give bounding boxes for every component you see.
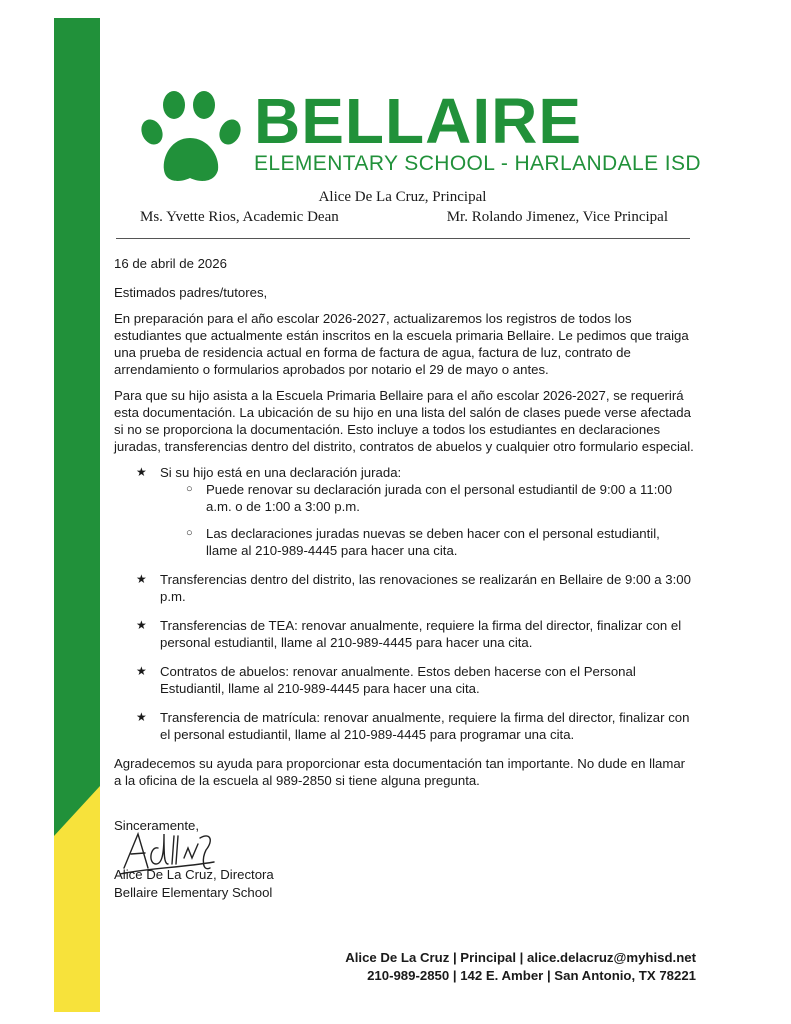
side-color-bar (54, 18, 100, 1012)
academic-dean-header: Ms. Yvette Rios, Academic Dean (140, 209, 339, 225)
requirements-list (114, 464, 694, 743)
footer-line-address: 210-989-2850 | 142 E. Amber | San Antonio, TX 78221 (367, 968, 696, 983)
letter-paragraph-2: Para que su hijo asista a la Escuela Primaria Bellaire para el año escolar 2026-2027, se requerirá esta documentación. La ubicación de su hijo en una lista del salón de clases puede verse afectada si no se proporciona la documentación. Esto incluye a todos los estudiantes en declaraciones juradas, transferencias dentro del distrito, contratos de abuelos y cualquier otro formulario especial. (114, 388, 694, 454)
letter-salutation: Estimados padres/tutores, (114, 285, 268, 300)
school-logo-title: BELLAIRE (254, 85, 582, 157)
list-item-tea-transfers: ★ Transferencias de TEA: renovar anualmente, requiere la firma del director, finalizar con el personal estudiantil, llame al 210-989-4445 para hacer una cita. (114, 617, 694, 651)
list-item-enrollment-transfer: ★ Transferencia de matrícula: renovar anualmente, requiere la firma del director, finalizar con el personal estudiantil, llame al 210-989-4445 para programar una cita. (114, 709, 694, 743)
letter-closing: Sinceramente, (114, 818, 200, 833)
school-logo-subtitle: ELEMENTARY SCHOOL - HARLANDALE ISD (254, 152, 701, 175)
list-item-district-transfers: ★ Transferencias dentro del distrito, las renovaciones se realizarán en Bellaire de 9:00 a 3:00 p.m. (114, 571, 694, 605)
letter-paragraph-3: Agradecemos su ayuda para proporcionar esta documentación tan importante. No dude en llamar a la oficina de la escuela al 989-2850 si tiene alguna pregunta. (114, 756, 686, 788)
list-item-grandparent-contracts: ★ Contratos de abuelos: renovar anualmente. Estos deben hacerse con el Personal Estudiantil, llame al 210-989-4445 para hacer una cita. (114, 663, 694, 697)
list-item-affidavit (114, 464, 694, 559)
letter-body (114, 255, 694, 843)
header-divider (116, 238, 690, 239)
vice-principal-header: Mr. Rolando Jimenez, Vice Principal (446, 209, 668, 225)
side-bar-yellow-band (54, 18, 100, 1012)
paw-print-icon (138, 88, 246, 188)
letter-paragraph-1: En preparación para el año escolar 2026-2027, actualizaremos los registros de todos los estudiantes que actualmente están inscritos en la escuela primaria Bellaire. Le pedimos que traiga una prueba de residencia actual en forma de factura de agua, factura de luz, contrato de arrendamiento o formularios aprobados por notario el 29 de mayo o antes. (114, 311, 689, 377)
affidavit-sublist (160, 481, 694, 559)
signature-name: Alice De La Cruz, Directora (114, 867, 274, 882)
list-item-text: ★ Si su hijo está en una declaración jurada: (160, 465, 402, 480)
signature-school: Bellaire Elementary School (114, 885, 273, 900)
contact-footer (345, 949, 696, 985)
sublist-item: ○ Las declaraciones juradas nuevas se deben hacer con el personal estudiantil, llame al 210-989-4445 para hacer una cita. (160, 525, 694, 559)
letter-date: 16 de abril de 2026 (114, 256, 227, 271)
footer-line-contact: Alice De La Cruz | Principal | alice.delacruz@myhisd.net (345, 950, 696, 965)
sublist-item: ○ Puede renovar su declaración jurada con el personal estudiantil de 9:00 a 11:00 a.m. o de 1:00 a 3:00 p.m. (160, 481, 694, 515)
principal-header: Alice De La Cruz, Principal (318, 189, 487, 205)
